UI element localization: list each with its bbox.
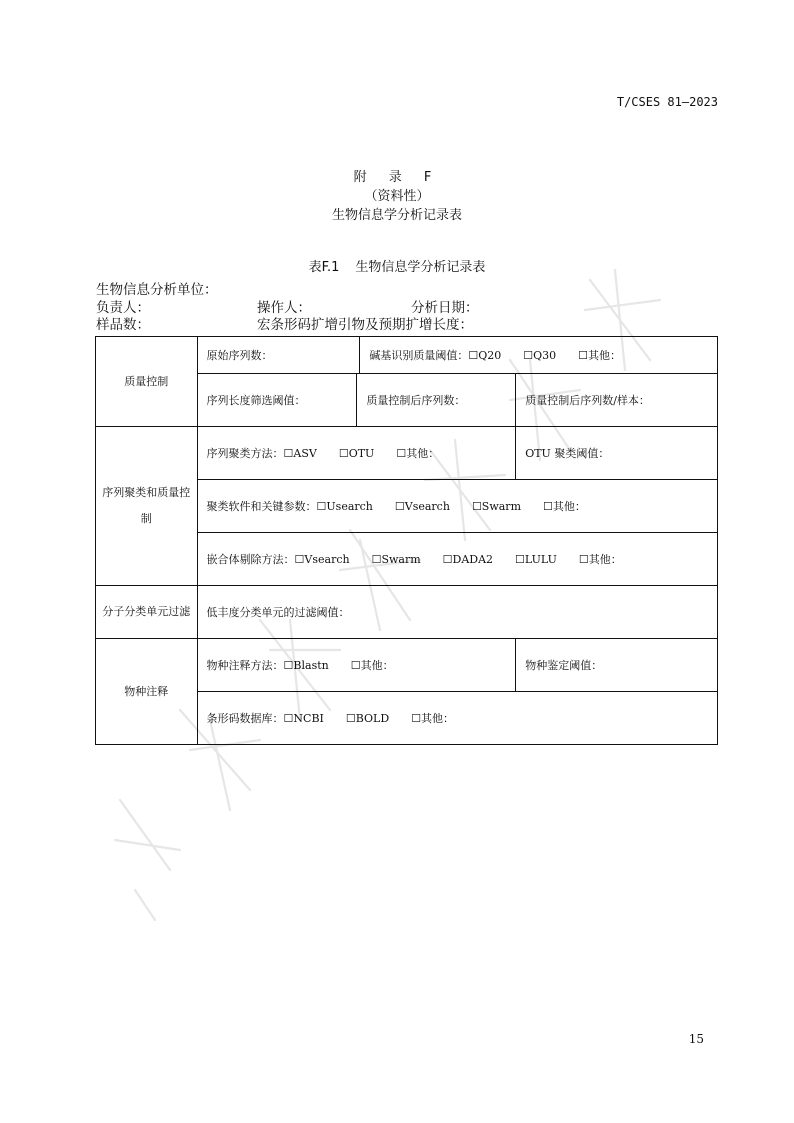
option-other[interactable]: ☐其他：: [396, 447, 440, 460]
chimera-method-cell: [197, 533, 717, 586]
cluster-method-label: 序列聚类方法：: [206, 447, 284, 460]
operator-label: 操作人：: [257, 300, 311, 316]
option-swarm[interactable]: ☐Swarm: [371, 553, 421, 566]
option-other[interactable]: ☐其他：: [543, 500, 586, 513]
option-usearch[interactable]: ☐Usearch: [316, 500, 373, 513]
option-other[interactable]: ☐其他：: [578, 553, 622, 566]
option-otu[interactable]: ☐OTU: [338, 447, 375, 460]
cluster-software-cell: [197, 480, 717, 533]
option-q30[interactable]: ☐Q30: [523, 349, 557, 362]
length-filter-cell: 序列长度筛选阈值：: [197, 374, 357, 427]
samples-label: 样品数：: [96, 317, 150, 333]
table-title: 生物信息学分析记录表: [355, 260, 486, 275]
option-bold[interactable]: ☐BOLD: [345, 712, 390, 725]
category-mou: 分子分类单元过滤: [96, 586, 198, 639]
category-cluster: 序列聚类和质量控制: [96, 427, 198, 586]
option-q20[interactable]: ☐Q20: [468, 349, 502, 362]
option-blastn[interactable]: ☐Blastn: [283, 659, 329, 672]
date-label: 分析日期：: [411, 300, 479, 316]
base-quality-cell: [360, 337, 718, 374]
option-asv[interactable]: ☐ASV: [283, 447, 317, 460]
table-caption: [0, 256, 794, 275]
option-vsearch[interactable]: ☐Vsearch: [294, 553, 350, 566]
appendix-name: 生物信息学分析记录表: [331, 208, 462, 223]
unit-label: 生物信息分析单位：: [96, 282, 218, 298]
option-ncbi[interactable]: ☐NCBI: [283, 712, 324, 725]
option-swarm[interactable]: ☐Swarm: [471, 500, 521, 513]
category-annotation: 物种注释: [96, 639, 198, 745]
responsible-label: 负责人：: [96, 300, 150, 316]
cluster-method-cell: [197, 427, 516, 480]
document-code: T/CSES 81—2023: [616, 95, 718, 109]
barcode-db-label: 条形码数据库：: [206, 712, 284, 725]
appendix-title: 附 录 F: [353, 170, 441, 185]
table-row: [96, 586, 718, 639]
analysis-record-table: [95, 336, 718, 745]
raw-reads-cell: 原始序列数：: [197, 337, 360, 374]
appendix-type: （资料性）: [364, 189, 430, 204]
barcode-db-cell: [197, 692, 717, 745]
table-row: [96, 639, 718, 692]
annotation-method-label: 物种注释方法：: [206, 659, 284, 672]
primer-label: 宏条形码扩增引物及预期扩增长度：: [257, 317, 473, 333]
post-qc-per-sample-cell: 质量控制后序列数/样本：: [516, 374, 718, 427]
option-dada2[interactable]: ☐DADA2: [442, 553, 494, 566]
cluster-software-label: 聚类软件和关键参数：: [206, 500, 317, 513]
table-row: [96, 427, 718, 480]
table-row: [96, 337, 718, 374]
option-other[interactable]: ☐其他：: [411, 712, 455, 725]
page-number: 15: [688, 1032, 704, 1046]
base-quality-label: 碱基识别质量阈值：: [369, 349, 469, 362]
species-threshold-cell: 物种鉴定阈值：: [516, 639, 718, 692]
option-lulu[interactable]: ☐LULU: [515, 553, 557, 566]
annotation-method-cell: [197, 639, 516, 692]
post-qc-reads-cell: 质量控制后序列数：: [357, 374, 516, 427]
option-vsearch[interactable]: ☐Vsearch: [394, 500, 450, 513]
table-number: 表F.1: [308, 260, 340, 275]
low-abundance-cell: 低丰度分类单元的过滤阈值：: [197, 586, 717, 639]
category-qc: 质量控制: [96, 337, 198, 427]
otu-threshold-cell: OTU 聚类阈值：: [516, 427, 718, 480]
option-other[interactable]: ☐其他：: [350, 659, 394, 672]
option-other[interactable]: ☐其他：: [578, 349, 621, 362]
chimera-method-label: 嵌合体剔除方法：: [206, 553, 295, 566]
